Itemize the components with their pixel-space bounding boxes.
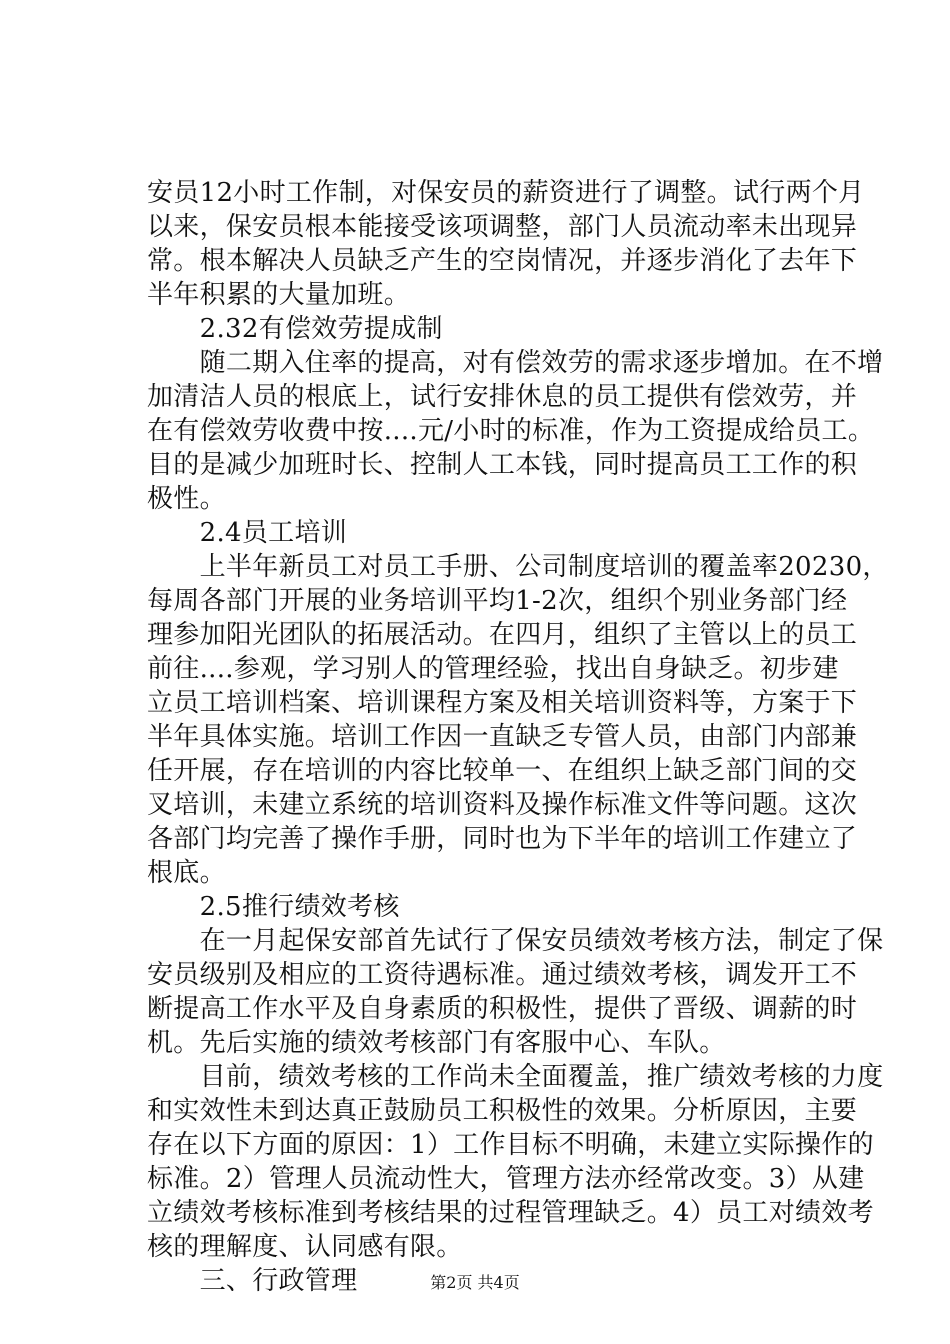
- text-line: 每周各部门开展的业务培训平均1-2次，组织个别业务部门经: [147, 586, 848, 616]
- section-heading: 三、行政管理: [147, 1266, 358, 1296]
- text-line: 根底。: [147, 858, 226, 888]
- text-line: 前往....参观，学习别人的管理经验，找出自身缺乏。初步建: [147, 654, 839, 684]
- text-line: 安员12小时工作制，对保安员的薪资进行了调整。试行两个月: [147, 178, 865, 208]
- text-line: 断提高工作水平及自身素质的积极性，提供了晋级、调薪的时: [147, 994, 858, 1024]
- section-heading: 2.5推行绩效考核: [147, 892, 400, 922]
- page-number-footer: 第2页 共4页: [430, 1273, 520, 1292]
- section-heading: 2.32有偿效劳提成制: [147, 314, 443, 344]
- text-line: 立绩效考核标准到考核结果的过程管理缺乏。4）员工对绩效考: [147, 1198, 874, 1228]
- text-line: 叉培训，未建立系统的培训资料及操作标准文件等问题。这次: [147, 790, 858, 820]
- text-line: 上半年新员工对员工手册、公司制度培训的覆盖率20230，: [147, 552, 889, 582]
- text-line: 和实效性未到达真正鼓励员工积极性的效果。分析原因，主要: [147, 1096, 858, 1126]
- text-line: 在有偿效劳收费中按....元/小时的标准，作为工资提成给员工。: [147, 416, 875, 446]
- text-line: 极性。: [147, 484, 226, 514]
- text-line: 在一月起保安部首先试行了保安员绩效考核方法，制定了保: [147, 926, 884, 956]
- text-line: 加清洁人员的根底上，试行安排休息的员工提供有偿效劳，并: [147, 382, 858, 412]
- text-line: 目前，绩效考核的工作尚未全面覆盖，推广绩效考核的力度: [147, 1062, 884, 1092]
- text-line: 半年具体实施。培训工作因一直缺乏专管人员，由部门内部兼: [147, 722, 858, 752]
- text-line: 存在以下方面的原因：1）工作目标不明确，未建立实际操作的: [147, 1130, 874, 1160]
- text-line: 以来，保安员根本能接受该项调整，部门人员流动率未出现异: [147, 212, 858, 242]
- text-line: 机。先后实施的绩效考核部门有客服中心、车队。: [147, 1028, 726, 1058]
- text-line: 标准。2）管理人员流动性大，管理方法亦经常改变。3）从建: [147, 1164, 865, 1194]
- text-line: 安员级别及相应的工资待遇标准。通过绩效考核，调发开工不: [147, 960, 858, 990]
- text-line: 目的是减少加班时长、控制人工本钱，同时提高员工工作的积: [147, 450, 858, 480]
- text-line: 理参加阳光团队的拓展活动。在四月，组织了主管以上的员工: [147, 620, 858, 650]
- text-line: 立员工培训档案、培训课程方案及相关培训资料等，方案于下: [147, 688, 858, 718]
- text-line: 半年积累的大量加班。: [147, 280, 411, 310]
- section-heading: 2.4员工培训: [147, 518, 348, 548]
- text-line: 各部门均完善了操作手册，同时也为下半年的培训工作建立了: [147, 824, 858, 854]
- text-line: 常。根本解决人员缺乏产生的空岗情况，并逐步消化了去年下: [147, 246, 858, 276]
- text-line: 核的理解度、认同感有限。: [147, 1232, 463, 1262]
- text-line: 随二期入住率的提高，对有偿效劳的需求逐步增加。在不增: [147, 348, 884, 378]
- text-line: 任开展，存在培训的内容比较单一、在组织上缺乏部门间的交: [147, 756, 858, 786]
